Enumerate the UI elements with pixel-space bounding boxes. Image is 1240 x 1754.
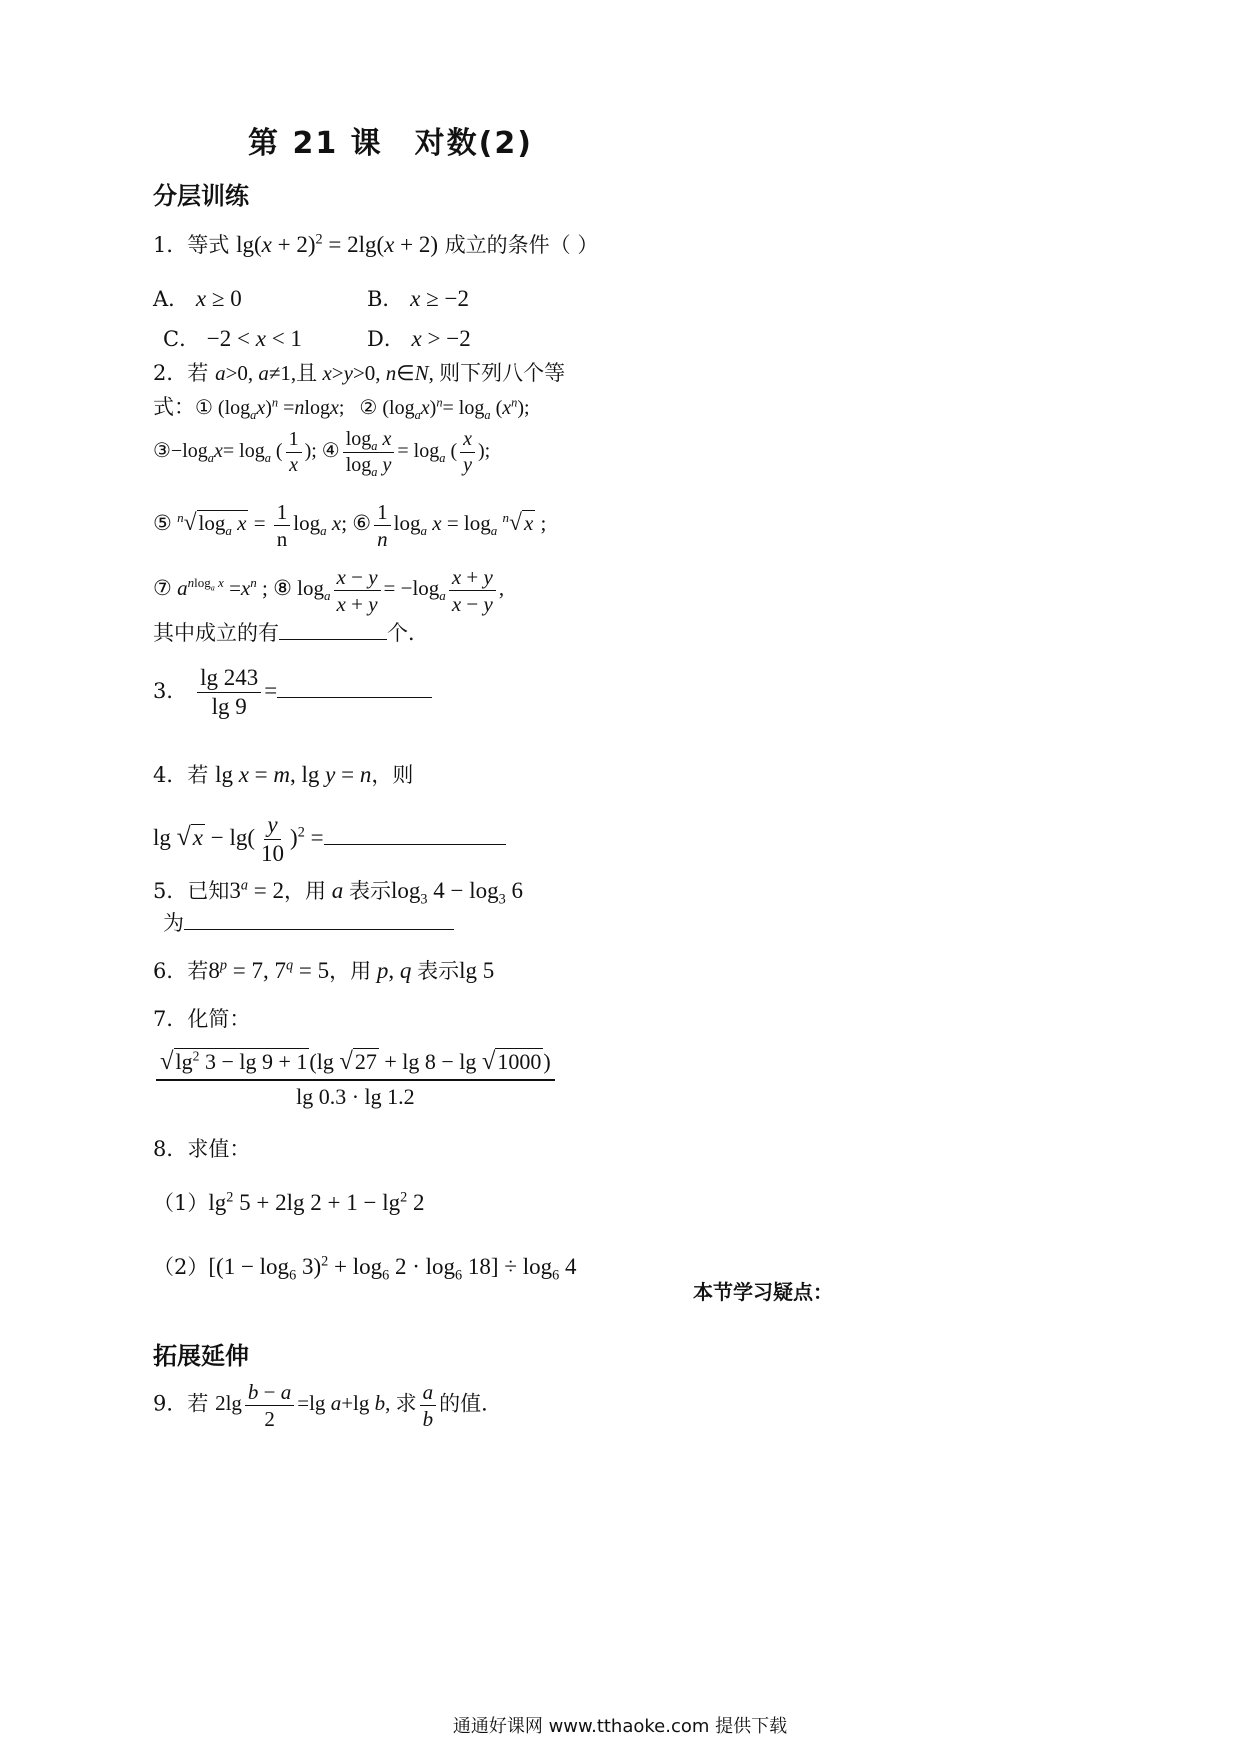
question-9: [153, 1380, 502, 1431]
question-2-line1: [153, 362, 565, 385]
q4-answer-blank[interactable]: [324, 844, 506, 845]
question-2-line4: [153, 500, 546, 551]
q1-option-c-text: −2 < x < 1: [206, 326, 302, 351]
question-4-expression-line: [153, 812, 506, 868]
q8-part1-expression: $\lg^2 5 + 2\lg$ $2 + 1 - \lg^2 2$: [208, 1189, 425, 1215]
q5-number: 5．: [153, 879, 188, 903]
q5-answer-blank[interactable]: [184, 929, 454, 930]
q1-equation: $\lg(x + 2)^2 = 2\lg(x + 2)$: [236, 231, 438, 257]
q4-condition: lg x = m, lg y = n: [215, 762, 372, 787]
q5-variable: a: [331, 878, 344, 903]
q4-expression: lg √x − lg( $\frac{y}{10}$ )$^2$ =: [153, 812, 324, 867]
q8-part1-label: （1）: [153, 1191, 209, 1215]
q7-number: 7．: [153, 1007, 188, 1031]
q2-line2-prefix: 式：: [153, 395, 195, 419]
q6-prefix: 若: [187, 959, 209, 983]
question-6: [153, 958, 494, 983]
q9-suffix: 的值．: [439, 1391, 503, 1416]
q2-number: 2．: [153, 361, 188, 385]
question-2-line5: [153, 565, 504, 616]
question-7-expression-line: [153, 1048, 558, 1110]
q9-prefix: 若: [187, 1391, 209, 1416]
q1-number: 1．: [153, 233, 188, 257]
q5-mid2: 表示: [348, 879, 391, 903]
q4-suffix: ，则: [371, 763, 414, 787]
q6-target: lg 5: [459, 958, 495, 983]
q2-item-7-and-8: ⑦ $a^{nlog_a x} =x^n$ ; ⑧ $\log_a$ $\frac{x - y}{x + y}$ = $-\log_a$ $\frac{x + y}{x - y}$ ,: [153, 565, 505, 617]
q1-option-a-label: A．: [153, 287, 190, 311]
q2-conditions: a>0, a≠1,且 x>y>0, n∈N, 则下列八个等: [215, 361, 566, 385]
page-title: 第 21 课 对数(2): [248, 126, 533, 161]
q6-condition: $8^p = 7$, $7^q = 5$: [208, 957, 330, 983]
q8-number: 8．: [153, 1137, 188, 1161]
q2-item-5-and-6: ⑤ $^n√\log_a$ x = $\frac{1}{n}$ $\log_a x$; ⑥ $\frac{1}{n}$ $\log_a x = \log_a ^n√x$ ;: [153, 500, 547, 552]
q5-condition: $3^a = 2$: [229, 877, 284, 903]
q1-prefix: 等式: [187, 233, 230, 257]
q6-suffix: 表示: [417, 959, 460, 983]
question-8-part-2: [153, 1253, 577, 1284]
q7-expression: $\frac{√\lg^2 3 - \lg 9 + 1(\lg √27 + \lg 8 - \lg √1000)}{\lg 0.3 \cdot \lg 1.2}$: [153, 1064, 558, 1089]
q3-number: 3．: [153, 679, 188, 704]
q8-part2-expression: $[(1 - \log_6 3)^2 + \log_6 2 \cdot \log_6 18] \div \log_6 4$: [208, 1253, 577, 1284]
q1-option-c-label: C．: [163, 327, 201, 351]
q2-conclusion-suffix: 个．: [387, 621, 429, 645]
q9-number: 9．: [153, 1391, 188, 1416]
q1-suffix: 成立的条件（ ）: [444, 233, 599, 257]
q8-part2-label: （2）: [153, 1255, 209, 1279]
q8-label: 求值：: [187, 1137, 251, 1161]
q2-prefix: 若: [187, 361, 209, 385]
question-1: [153, 232, 598, 257]
question-2-line2: [153, 395, 530, 422]
question-8: [153, 1138, 250, 1161]
section-heading-extension: 拓展延伸: [153, 1342, 249, 1370]
q3-answer-blank[interactable]: [277, 697, 432, 698]
q5-prefix: 已知: [187, 879, 230, 903]
q7-label: 化简：: [187, 1007, 251, 1031]
question-2-conclusion: [153, 622, 429, 645]
q9-mid: 求: [395, 1391, 417, 1416]
question-5: [153, 877, 523, 908]
question-7: [153, 1008, 250, 1031]
q9-equation: 2lg $\frac{b - a}{2}$ =lg a+lg b,: [215, 1380, 396, 1432]
question-2-line3: [153, 428, 490, 477]
q2-item-1-and-2: ① $(\log_ax)^n =nlogx$; ② $(\log_ax)^n= \log_a (x^n)$;: [195, 395, 530, 422]
footer-source: 通通好课网 www.tthaoke.com 提供下载: [452, 1716, 788, 1737]
q1-option-d: [367, 326, 471, 351]
q1-option-d-text: x > −2: [411, 326, 471, 351]
q4-number: 4．: [153, 763, 188, 787]
section-heading-training: 分层训练: [153, 182, 249, 210]
q1-option-a: [153, 286, 242, 311]
q4-prefix: 若: [187, 763, 209, 787]
q9-ratio: $\frac{a}{b}$: [417, 1391, 440, 1415]
study-questions-note: 本节学习疑点：: [693, 1280, 833, 1304]
q2-answer-blank[interactable]: [279, 639, 387, 640]
q5-expression: $\log_3 4 - \log_3 6$: [390, 878, 523, 908]
q6-number: 6．: [153, 959, 188, 983]
q2-conclusion-prefix: 其中成立的有: [153, 621, 279, 645]
q5-line2-label: 为: [163, 911, 184, 935]
q1-option-d-label: D．: [367, 327, 405, 351]
q1-option-b: [367, 286, 469, 311]
q2-item-3-and-4: $③-\log_ax= \log_a$ ( $\frac{1}{x}$ ); ④ $\frac{\log_a x}{\log_a y}$ = $\log_a$ ( $\frac{x}{y}$ );: [153, 428, 491, 479]
q6-variables: p, q: [376, 958, 412, 983]
q1-option-c: [163, 326, 302, 351]
q5-mid: ，用: [283, 879, 326, 903]
q6-mid: ，用: [329, 959, 372, 983]
q1-option-b-label: B．: [367, 287, 404, 311]
question-3: [153, 665, 432, 721]
question-8-part-1: [153, 1190, 424, 1215]
q3-expression: $\frac{\lg 243}{\lg 9}$ =: [194, 678, 277, 703]
q1-option-b-text: x ≥ −2: [410, 286, 469, 311]
q1-option-a-text: x ≥ 0: [195, 286, 242, 311]
question-4: [153, 762, 413, 787]
question-5-line2: [163, 912, 454, 935]
